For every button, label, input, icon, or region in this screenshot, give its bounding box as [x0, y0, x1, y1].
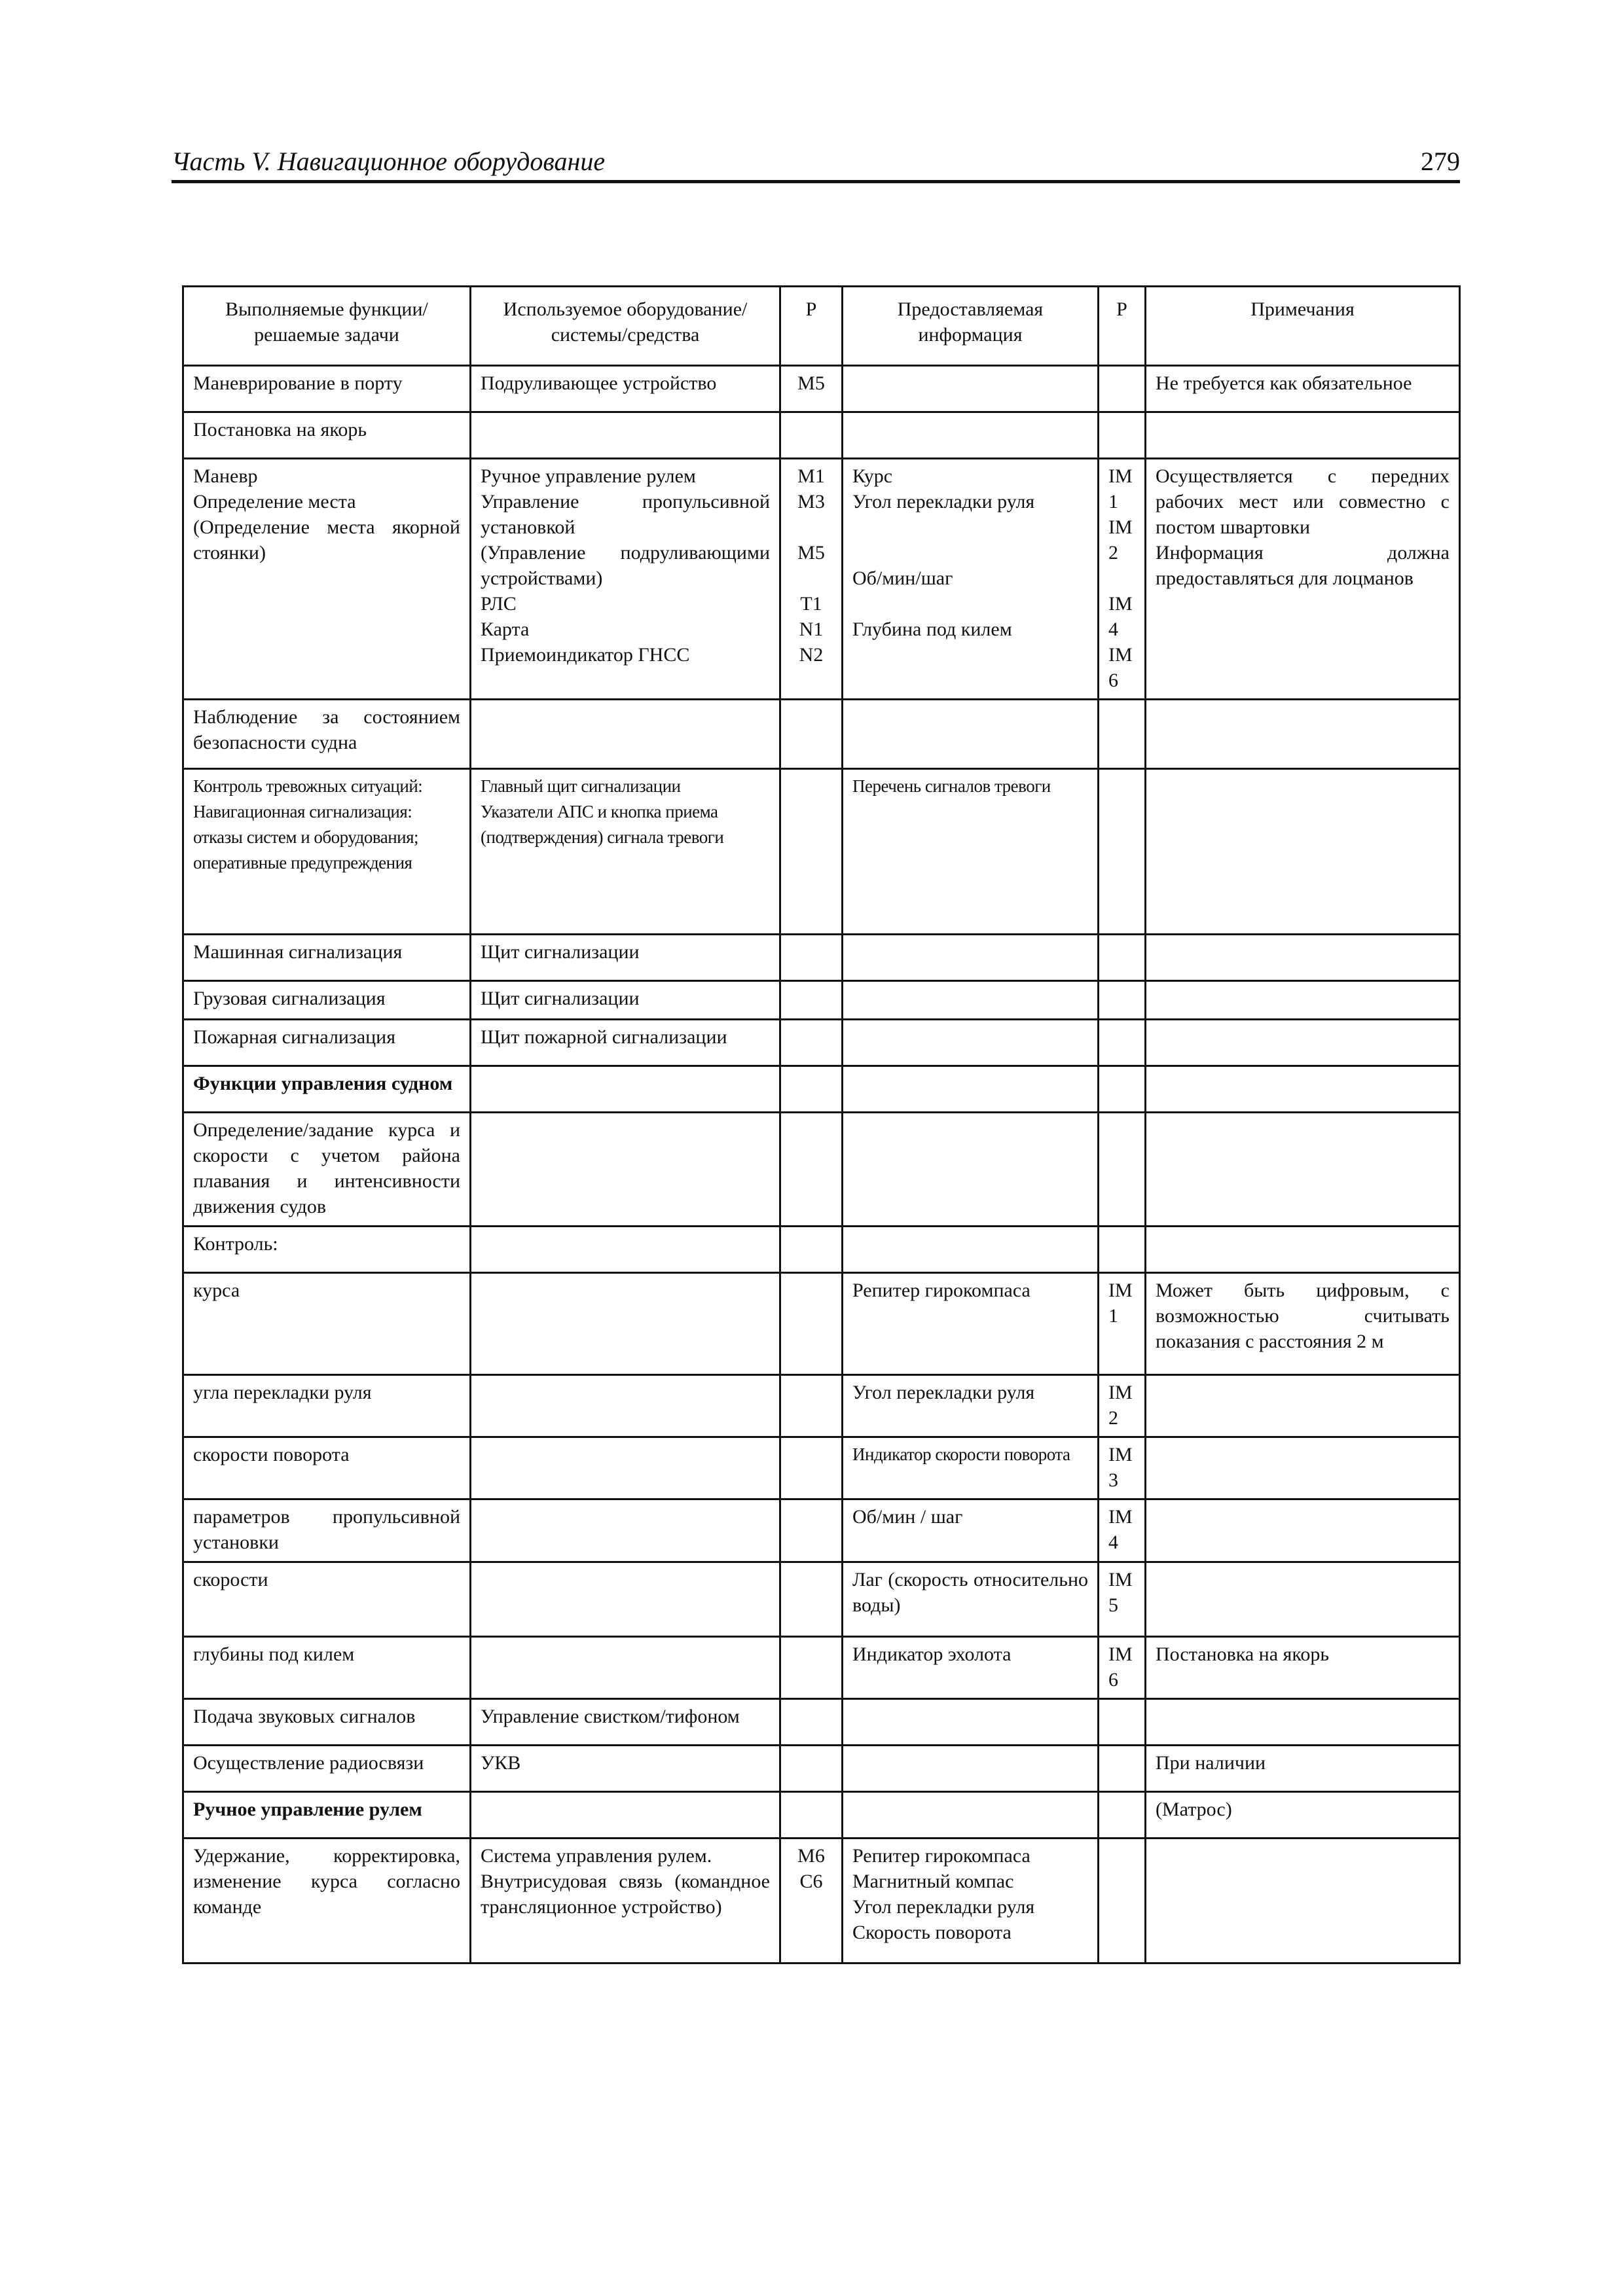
table-cell: Машинная сигнализация — [183, 935, 471, 981]
table-cell: Репитер гирокомпаса Магнитный компас Угол перекладки руля Скорость поворота — [843, 1839, 1099, 1964]
table-cell — [843, 1066, 1099, 1113]
table-cell — [780, 1499, 843, 1562]
table-row — [183, 1839, 1460, 1964]
table-cell: скорости — [183, 1562, 471, 1637]
table-cell: Ручное управление рулем Управление пропульсивной установкой (Управление подруливающими устройствами) РЛС Карта Приемоиндикатор ГНСС — [471, 459, 780, 700]
table-cell — [471, 700, 780, 769]
table-cell — [1099, 1113, 1146, 1227]
table-cell — [843, 1699, 1099, 1746]
table-cell: Не требуется как обязательное — [1146, 366, 1460, 412]
table-cell — [1099, 366, 1146, 412]
table-cell — [471, 1273, 780, 1375]
table-cell: При наличии — [1146, 1746, 1460, 1792]
table-cell: Контроль: — [183, 1227, 471, 1273]
table-row — [183, 1637, 1460, 1699]
table-cell — [780, 1020, 843, 1066]
table-cell: Функции управления судном — [183, 1066, 471, 1113]
table-row — [183, 769, 1460, 935]
table-cell: Подача звуковых сигналов — [183, 1699, 471, 1746]
table-cell: Щит сигнализации — [471, 981, 780, 1020]
table-cell: Пожарная сигнализация — [183, 1020, 471, 1066]
table-cell — [843, 935, 1099, 981]
table-cell: Щит сигнализации — [471, 935, 780, 981]
table-cell: IM5 — [1099, 1562, 1146, 1637]
table-cell — [1146, 1499, 1460, 1562]
table-cell — [1146, 1562, 1460, 1637]
table-cell — [843, 1227, 1099, 1273]
table-cell — [1099, 1699, 1146, 1746]
table-cell — [843, 1746, 1099, 1792]
table-cell: Осуществление радиосвязи — [183, 1746, 471, 1792]
table-cell — [1146, 1020, 1460, 1066]
table-cell — [843, 412, 1099, 459]
table-row — [183, 1227, 1460, 1273]
table-cell: угла перекладки руля — [183, 1375, 471, 1437]
table-cell: Лаг (скорость относительно воды) — [843, 1562, 1099, 1637]
table-cell: курса — [183, 1273, 471, 1375]
column-header: Используемое оборудование/ системы/средства — [471, 287, 780, 366]
table-cell — [843, 981, 1099, 1020]
table-cell — [780, 1746, 843, 1792]
table-cell: Главный щит сигнализации Указатели АПС и кнопка приема (подтверждения) сигнала тревоги — [471, 769, 780, 935]
table-cell — [1099, 1020, 1146, 1066]
table-cell — [1146, 1375, 1460, 1437]
table-cell — [471, 1375, 780, 1437]
table-cell — [780, 935, 843, 981]
table-cell — [471, 1792, 780, 1839]
table-cell: глубины под килем — [183, 1637, 471, 1699]
column-header: Предоставляемая информация — [843, 287, 1099, 366]
table-cell: M1 M3 M5 T1 N1 N2 — [780, 459, 843, 700]
table-cell: Осуществляется с передних рабочих мест или совместно с постом швартовки Информация должна предоставляться для лоцманов — [1146, 459, 1460, 700]
table-cell: IM3 — [1099, 1437, 1146, 1499]
header-rule — [172, 180, 1460, 183]
table-row — [183, 1746, 1460, 1792]
running-title: Часть V. Навигационное оборудование — [172, 147, 606, 176]
table-cell — [780, 1375, 843, 1437]
table-row — [183, 1375, 1460, 1437]
table-cell: Наблюдение за состоянием безопасности судна — [183, 700, 471, 769]
table-cell — [471, 1562, 780, 1637]
table-cell: Угол перекладки руля — [843, 1375, 1099, 1437]
table-row — [183, 1020, 1460, 1066]
table-row — [183, 1562, 1460, 1637]
table-row — [183, 1699, 1460, 1746]
table-cell: Контроль тревожных ситуаций: Навигационная сигнализация: отказы систем и оборудования; оперативные предупреждения — [183, 769, 471, 935]
table-cell: (Матрос) — [1146, 1792, 1460, 1839]
table-cell: Индикатор эхолота — [843, 1637, 1099, 1699]
column-header: P — [1099, 287, 1146, 366]
table-cell — [780, 1113, 843, 1227]
table-cell — [780, 1227, 843, 1273]
table-cell — [843, 366, 1099, 412]
table-cell — [843, 1020, 1099, 1066]
table-row — [183, 412, 1460, 459]
table-cell: Щит пожарной сигнализации — [471, 1020, 780, 1066]
table-cell: Ручное управление рулем — [183, 1792, 471, 1839]
table-row — [183, 1066, 1460, 1113]
table-cell: IM1 — [1099, 1273, 1146, 1375]
table-cell — [843, 1792, 1099, 1839]
table-row — [183, 1113, 1460, 1227]
table-cell — [780, 1066, 843, 1113]
table-cell — [780, 700, 843, 769]
table-cell — [1146, 700, 1460, 769]
table-cell: IM6 — [1099, 1637, 1146, 1699]
table-cell: параметров пропульсивной установки — [183, 1499, 471, 1562]
table-cell — [780, 1637, 843, 1699]
table-cell — [1146, 412, 1460, 459]
table-cell — [780, 1699, 843, 1746]
table-row — [183, 1499, 1460, 1562]
table-cell: IM4 — [1099, 1499, 1146, 1562]
table-cell — [1099, 1792, 1146, 1839]
table-cell: M5 — [780, 366, 843, 412]
table-cell — [780, 1562, 843, 1637]
table-header-row — [183, 287, 1460, 366]
table-row — [183, 981, 1460, 1020]
table-cell — [471, 1637, 780, 1699]
table-cell — [780, 769, 843, 935]
table-cell — [1146, 1066, 1460, 1113]
table-cell — [1099, 1746, 1146, 1792]
table-cell — [471, 1227, 780, 1273]
table-row — [183, 1792, 1460, 1839]
table-cell: Перечень сигналов тревоги — [843, 769, 1099, 935]
table-cell — [780, 1792, 843, 1839]
table-cell: Подруливающее устройство — [471, 366, 780, 412]
table-cell: IM1 IM2 IM4 IM6 — [1099, 459, 1146, 700]
table-cell — [843, 700, 1099, 769]
column-header: P — [780, 287, 843, 366]
table-cell: Об/мин / шаг — [843, 1499, 1099, 1562]
table-cell — [471, 1066, 780, 1113]
table-row — [183, 1437, 1460, 1499]
table-cell — [1146, 981, 1460, 1020]
table-cell — [1099, 769, 1146, 935]
table-cell: Система управления рулем. Внутрисудовая связь (командное трансляционное устройство) — [471, 1839, 780, 1964]
table-cell — [1099, 1839, 1146, 1964]
table-cell: Определение/задание курса и скорости с учетом района плавания и интенсивности движения судов — [183, 1113, 471, 1227]
table-cell: Индикатор скорости поворота — [843, 1437, 1099, 1499]
table-cell: Постановка на якорь — [183, 412, 471, 459]
table-cell — [780, 1273, 843, 1375]
table-cell: Грузовая сигнализация — [183, 981, 471, 1020]
table-row — [183, 459, 1460, 700]
table-cell — [1099, 935, 1146, 981]
page-number: 279 — [1421, 147, 1460, 176]
table-cell — [471, 1499, 780, 1562]
table-row — [183, 700, 1460, 769]
table-cell: Маневр Определение места (Определение места якорной стоянки) — [183, 459, 471, 700]
table-cell: Управление свистком/тифоном — [471, 1699, 780, 1746]
equipment-table — [182, 285, 1461, 1964]
table-cell — [471, 1437, 780, 1499]
table-cell: УКВ — [471, 1746, 780, 1792]
table-cell: скорости поворота — [183, 1437, 471, 1499]
table-cell — [780, 981, 843, 1020]
table-cell: Маневрирование в порту — [183, 366, 471, 412]
table-cell — [1099, 1066, 1146, 1113]
table-cell — [1146, 1437, 1460, 1499]
table-cell — [843, 1113, 1099, 1227]
table-cell: Репитер гирокомпаса — [843, 1273, 1099, 1375]
table-cell — [780, 412, 843, 459]
table-cell — [471, 412, 780, 459]
table-cell: Удержание, корректировка, изменение курса согласно команде — [183, 1839, 471, 1964]
table-cell — [1146, 1839, 1460, 1964]
table-cell — [471, 1113, 780, 1227]
table-cell — [1099, 1227, 1146, 1273]
column-header: Примечания — [1146, 287, 1460, 366]
column-header: Выполняемые функции/ решаемые задачи — [183, 287, 471, 366]
table-cell: IM2 — [1099, 1375, 1146, 1437]
table-cell: Курс Угол перекладки руля Об/мин/шаг Глубина под килем — [843, 459, 1099, 700]
table-cell — [1146, 1113, 1460, 1227]
table-cell — [1146, 1227, 1460, 1273]
table-row — [183, 935, 1460, 981]
table-cell: Постановка на якорь — [1146, 1637, 1460, 1699]
table-cell — [1146, 1699, 1460, 1746]
table-cell — [780, 1437, 843, 1499]
table-cell — [1099, 700, 1146, 769]
table-row — [183, 366, 1460, 412]
table-cell — [1099, 981, 1146, 1020]
table-cell — [1146, 769, 1460, 935]
table-cell — [1099, 412, 1146, 459]
table-row — [183, 1273, 1460, 1375]
table-cell: Может быть цифровым, с возможностью считывать показания с расстояния 2 м — [1146, 1273, 1460, 1375]
page-header — [172, 143, 1460, 179]
table-cell: M6 C6 — [780, 1839, 843, 1964]
table-cell — [1146, 935, 1460, 981]
